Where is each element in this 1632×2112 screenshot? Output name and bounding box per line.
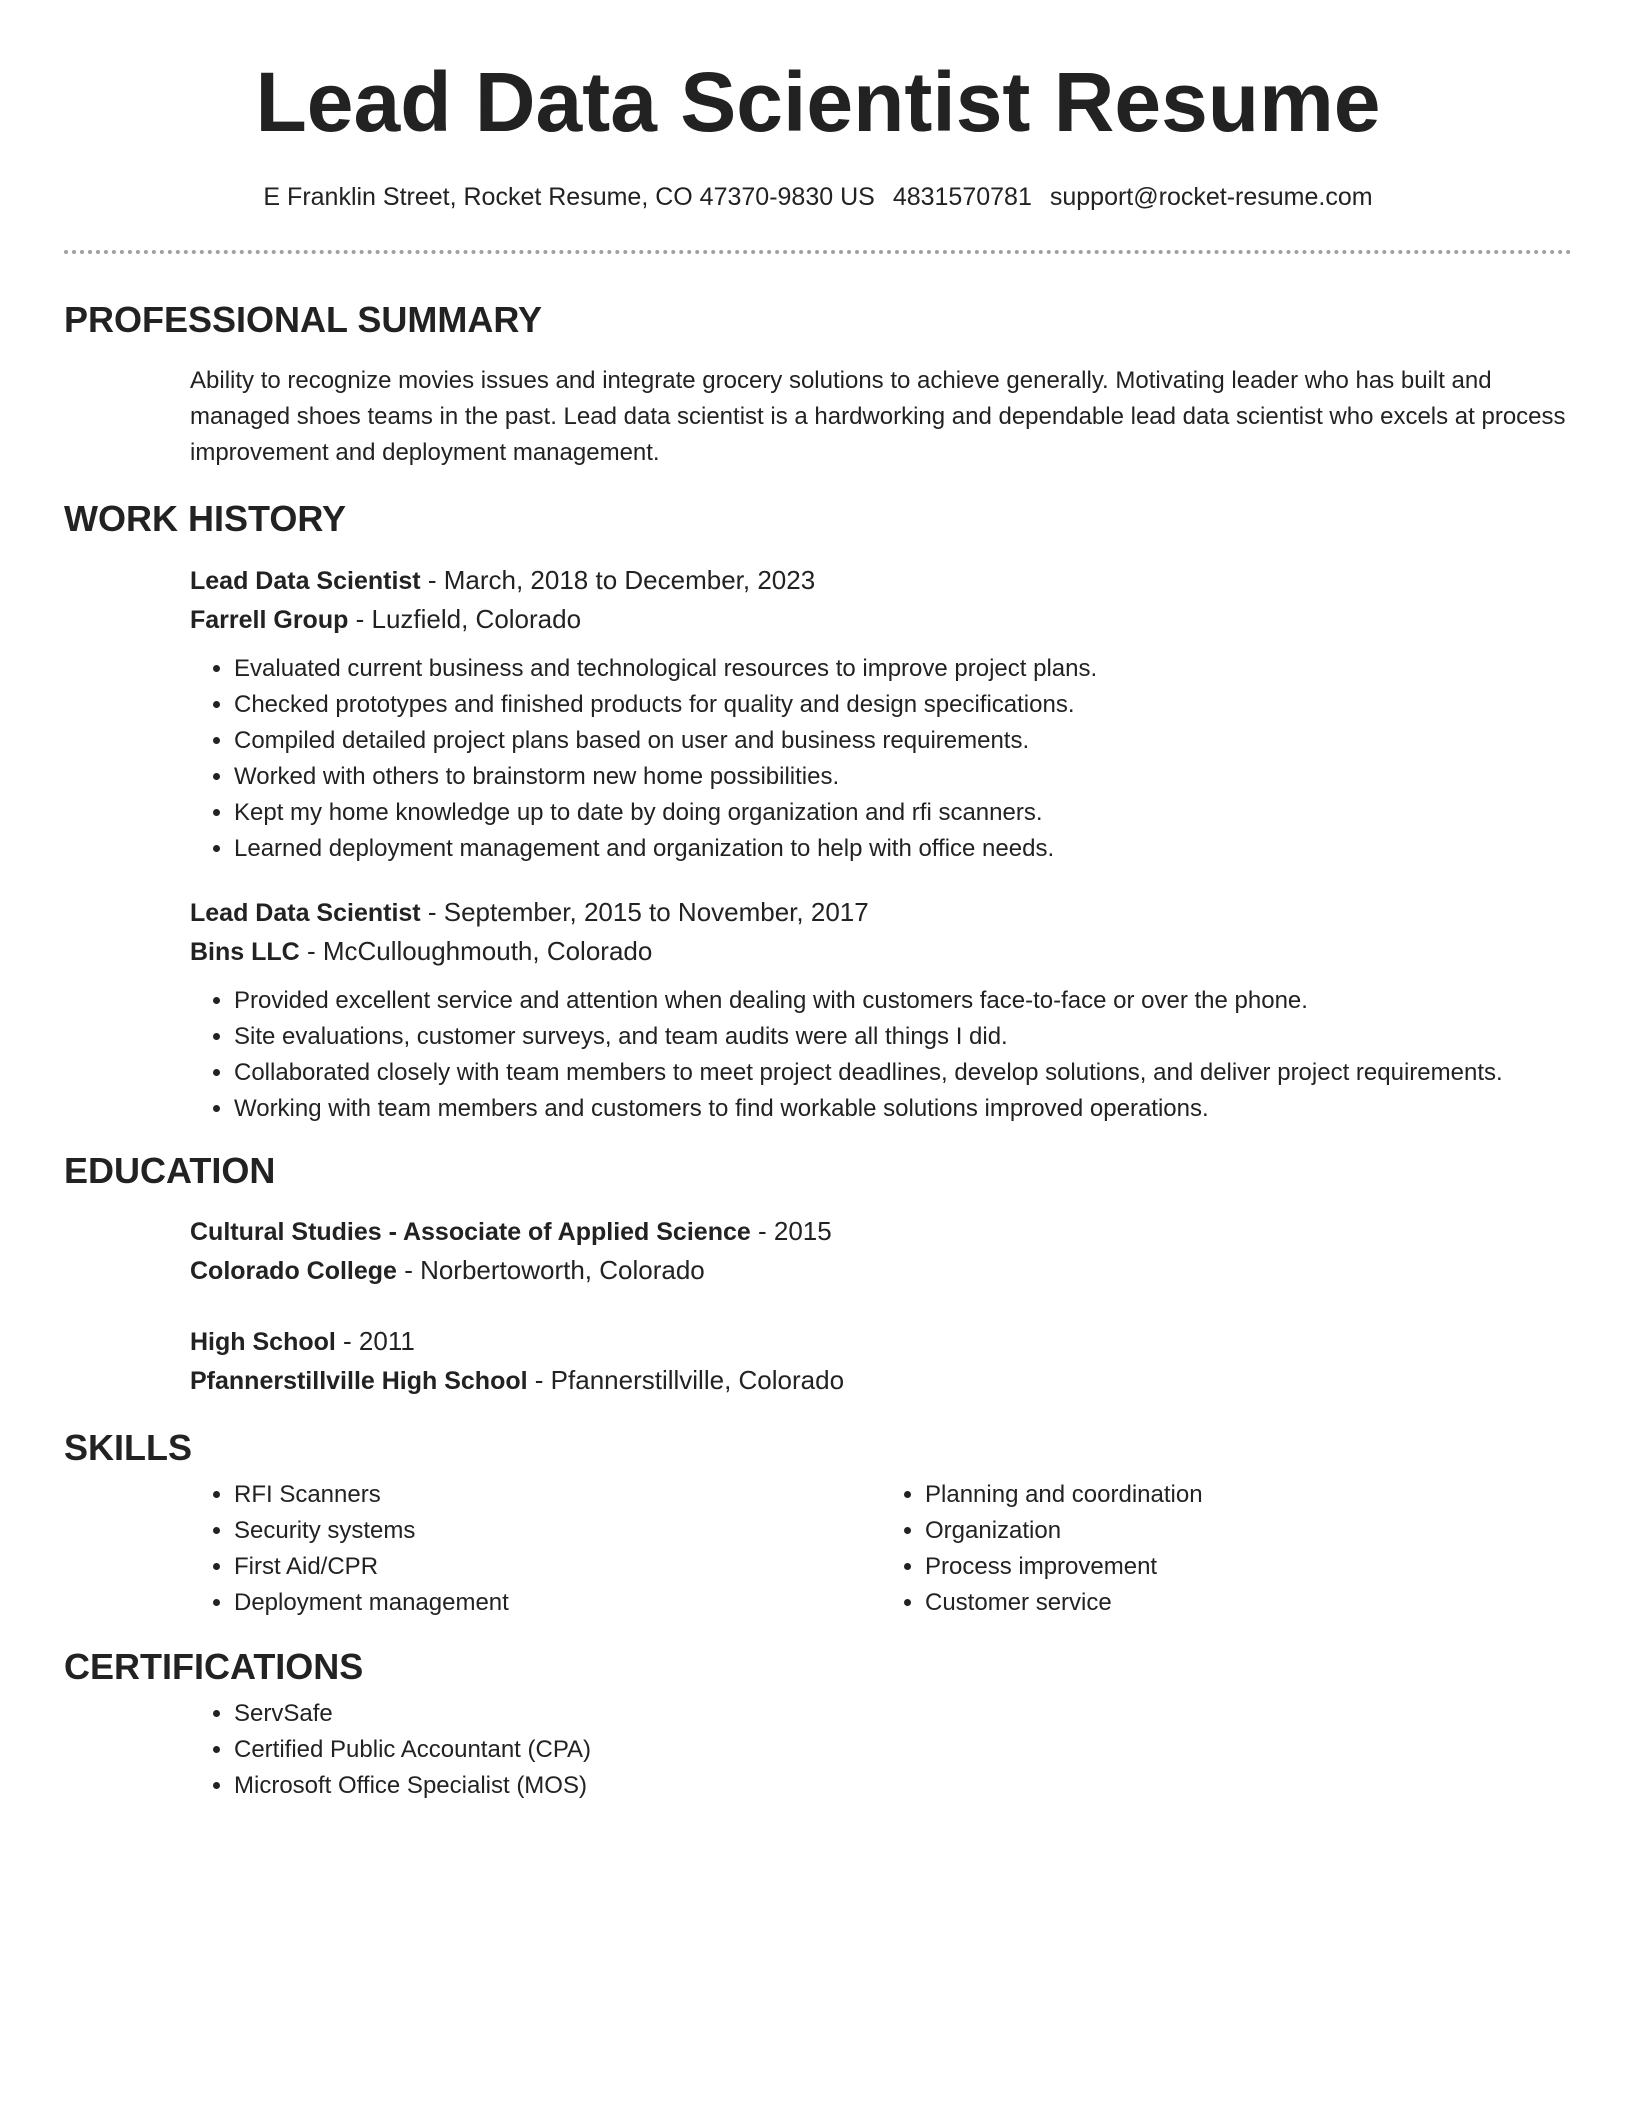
education-body (190, 1212, 1572, 1400)
education-heading: EDUCATION (64, 1149, 276, 1191)
skills-list-left (190, 1477, 881, 1621)
certifications-body (190, 1696, 1572, 1804)
education-degree-line (190, 1212, 1572, 1251)
list-item: • Checked prototypes and finished products for quality and design specifications. (234, 687, 1572, 723)
list-item: • Worked with others to brainstorm new home possibilities. (234, 759, 1572, 795)
list-item: • Kept my home knowledge up to date by doing organization and rfi scanners. (234, 795, 1572, 831)
summary-section (64, 298, 1572, 471)
list-item: • Deployment management (234, 1585, 881, 1621)
contact-email: support@rocket-resume.com (1049, 183, 1373, 212)
education-school: Pfannerstillville High School (190, 1366, 528, 1395)
list-item: • Customer service (925, 1585, 1572, 1621)
education-degree: Cultural Studies - Associate of Applied Science (190, 1217, 751, 1246)
list-item: • Certified Public Accountant (CPA) (234, 1732, 1572, 1768)
list-item: • Site evaluations, customer surveys, and team audits were all things I did. (234, 1019, 1572, 1055)
certifications-heading: CERTIFICATIONS (64, 1645, 364, 1687)
job-company-line (190, 932, 1572, 971)
education-entry (190, 1322, 1572, 1400)
list-item: • Microsoft Office Specialist (MOS) (234, 1768, 1572, 1804)
contact-phone: 4831570781 (892, 183, 1032, 212)
list-item: • First Aid/CPR (234, 1549, 881, 1585)
job-bullets (190, 983, 1572, 1127)
list-item: • ServSafe (234, 1696, 1572, 1732)
education-section (64, 1149, 1572, 1400)
list-item: • Compiled detailed project plans based on user and business requirements. (234, 723, 1572, 759)
skills-heading: SKILLS (64, 1426, 193, 1468)
education-year: - 2011 (335, 1325, 415, 1356)
list-item: • Collaborated closely with team members to meet project deadlines, develop solutions, and deliver project requirements. (234, 1055, 1572, 1091)
job-title-line (190, 893, 1572, 932)
header-divider (64, 250, 1572, 254)
job-title-line (190, 561, 1572, 600)
education-school-line (190, 1251, 1572, 1290)
job-company-line (190, 600, 1572, 639)
job-location: - Luzfield, Colorado (348, 603, 582, 634)
job-company: Farrell Group (190, 605, 349, 634)
list-item: • Learned deployment management and organization to help with office needs. (234, 831, 1572, 867)
resume-title: Lead Data Scientist Resume (255, 55, 1381, 149)
job-company: Bins LLC (190, 937, 300, 966)
list-item: • Organization (925, 1513, 1572, 1549)
work-body (190, 561, 1572, 1127)
skills-grid (190, 1469, 1572, 1621)
list-item: • Process improvement (925, 1549, 1572, 1585)
education-year: - 2015 (750, 1215, 832, 1246)
work-heading: WORK HISTORY (64, 498, 347, 540)
list-item: • Planning and coordination (925, 1477, 1572, 1513)
job-dates: - March, 2018 to December, 2023 (420, 564, 816, 595)
job-title: Lead Data Scientist (190, 566, 421, 595)
skills-section (64, 1426, 1572, 1621)
list-item: • Working with team members and customers to find workable solutions improved operations. (234, 1091, 1572, 1127)
list-item: • Provided excellent service and attention when dealing with customers face-to-face or over the phone. (234, 983, 1572, 1019)
job-bullets (190, 651, 1572, 867)
certifications-section (64, 1645, 1572, 1804)
job-dates: - September, 2015 to November, 2017 (420, 896, 869, 927)
job-entry (190, 893, 1572, 1127)
job-location: - McCulloughmouth, Colorado (299, 935, 653, 966)
list-item: • Evaluated current business and technological resources to improve project plans. (234, 651, 1572, 687)
contact-address: E Franklin Street, Rocket Resume, CO 47370-9830 US (263, 183, 875, 212)
education-location: - Norbertoworth, Colorado (396, 1254, 705, 1285)
education-degree: High School (190, 1327, 336, 1356)
education-school: Colorado College (190, 1256, 397, 1285)
summary-text: Ability to recognize movies issues and integrate grocery solutions to achieve generally. Motivating leader who has built and managed shoes teams in the past. Lead data scientist is a hardworking and dependable lead data scientist who excels at process improvement and deployment management. (190, 367, 1566, 467)
skills-list-right (881, 1477, 1572, 1621)
education-school-line (190, 1361, 1572, 1400)
education-degree-line (190, 1322, 1572, 1361)
certifications-list (190, 1696, 1572, 1804)
list-item: • Security systems (234, 1513, 881, 1549)
work-section (64, 497, 1572, 1126)
job-entry (190, 561, 1572, 867)
resume-page (64, 0, 1572, 1804)
summary-heading: PROFESSIONAL SUMMARY (64, 299, 543, 341)
contact-line (64, 182, 1572, 212)
summary-body (190, 363, 1572, 471)
education-location: - Pfannerstillville, Colorado (527, 1364, 845, 1395)
list-item: • RFI Scanners (234, 1477, 881, 1513)
job-title: Lead Data Scientist (190, 898, 421, 927)
education-entry (190, 1212, 1572, 1290)
